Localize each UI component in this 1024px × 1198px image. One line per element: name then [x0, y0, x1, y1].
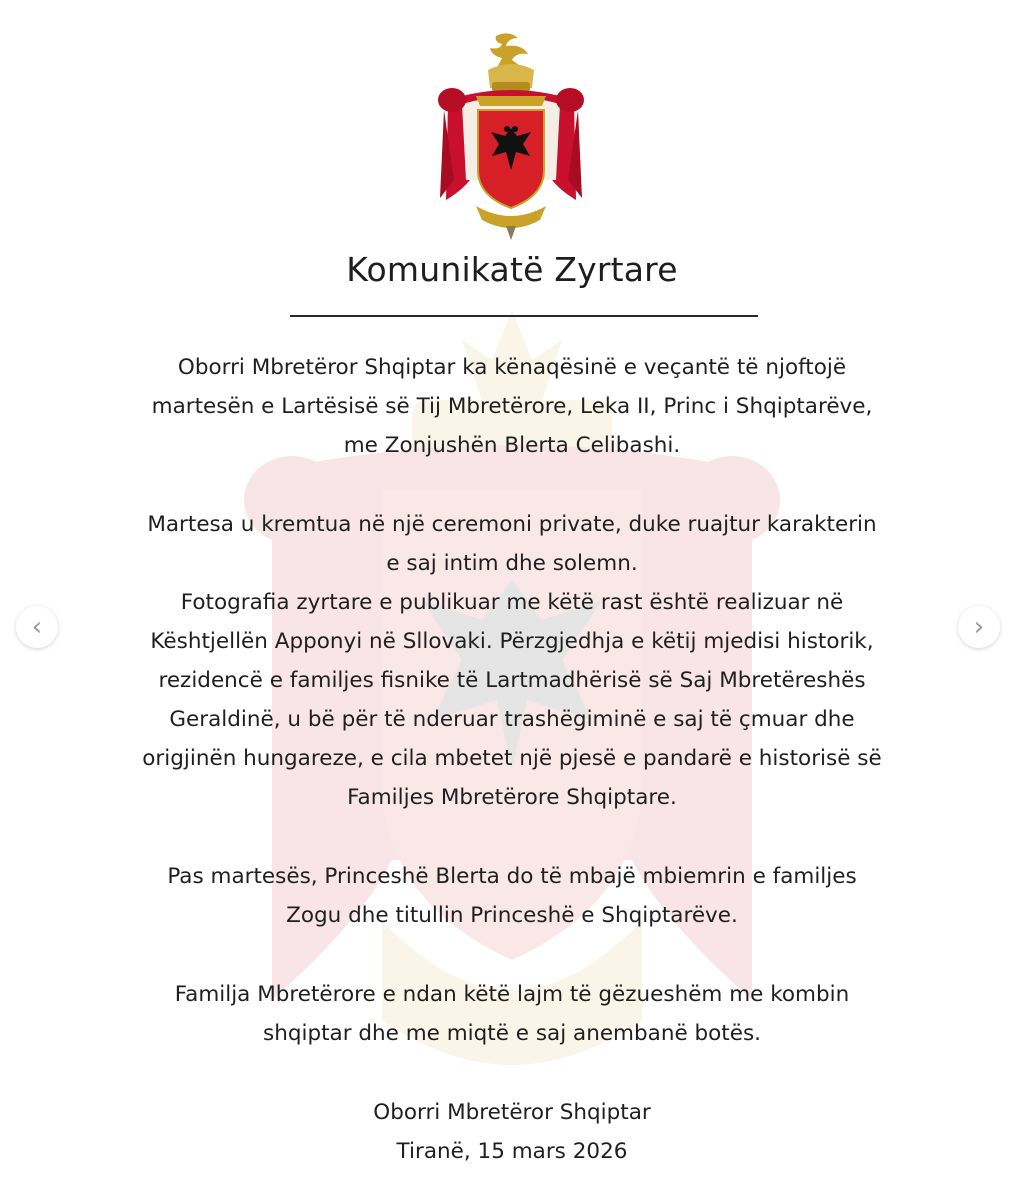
- announcement-body: [40, 348, 984, 1171]
- chevron-right-icon: ›: [973, 612, 985, 642]
- text-line: Fotografia zyrtare e publikuar me këtë rast është realizuar në: [180, 590, 844, 615]
- royal-coat-of-arms: [436, 30, 586, 242]
- title-divider: [290, 315, 758, 317]
- signature-organization: Oborri Mbretëror Shqiptar: [373, 1100, 651, 1125]
- text-line: martesën e Lartësisë së Tij Mbretërore, Leka II, Princ i Shqiptarëve,: [151, 394, 873, 419]
- signature-block: [40, 1093, 984, 1171]
- text-line: me Zonjushën Blerta Celibashi.: [343, 433, 681, 458]
- text-line: rezidencë e familjes fisnike të Lartmadhërisë së Saj Mbretëreshës: [158, 668, 866, 693]
- text-line: Pas martesës, Princeshë Blerta do të mbajë mbiemrin e familjes: [167, 864, 857, 889]
- text-line: e saj intim dhe solemn.: [386, 551, 638, 576]
- text-line: origjinën hungareze, e cila mbetet një pjesë e pandarë e historisë së: [142, 746, 882, 771]
- text-line: Zogu dhe titullin Princeshë e Shqiptarëve.: [286, 903, 738, 928]
- chevron-left-icon: ‹: [31, 612, 43, 642]
- signature-place-date: Tiranë, 15 mars 2026: [396, 1139, 628, 1164]
- text-line: Oborri Mbretëror Shqiptar ka kënaqësinë e veçantë të njoftojë: [177, 355, 847, 380]
- paragraph-ceremony: [40, 505, 984, 817]
- text-line: Geraldinë, u bë për të nderuar trashëgiminë e saj të çmuar dhe: [169, 707, 855, 732]
- text-line: Familjes Mbretërore Shqiptare.: [347, 785, 677, 810]
- document-title: Komunikatë Zyrtare: [346, 250, 678, 289]
- next-slide-button[interactable]: [958, 606, 1000, 648]
- paragraph-announcement: [40, 348, 984, 465]
- previous-slide-button[interactable]: [16, 606, 58, 648]
- text-line: shqiptar dhe me miqtë e saj anembanë botës.: [263, 1021, 761, 1046]
- paragraph-title: [40, 857, 984, 935]
- text-line: Martesa u kremtua në një ceremoni private, duke ruajtur karakterin: [147, 512, 877, 537]
- text-line: Familja Mbretërore e ndan këtë lajm të gëzueshëm me kombin: [174, 982, 850, 1007]
- paragraph-closing: [40, 975, 984, 1053]
- text-line: Kështjellën Apponyi në Sllovaki. Përzgjedhja e këtij mjedisi historik,: [150, 629, 874, 654]
